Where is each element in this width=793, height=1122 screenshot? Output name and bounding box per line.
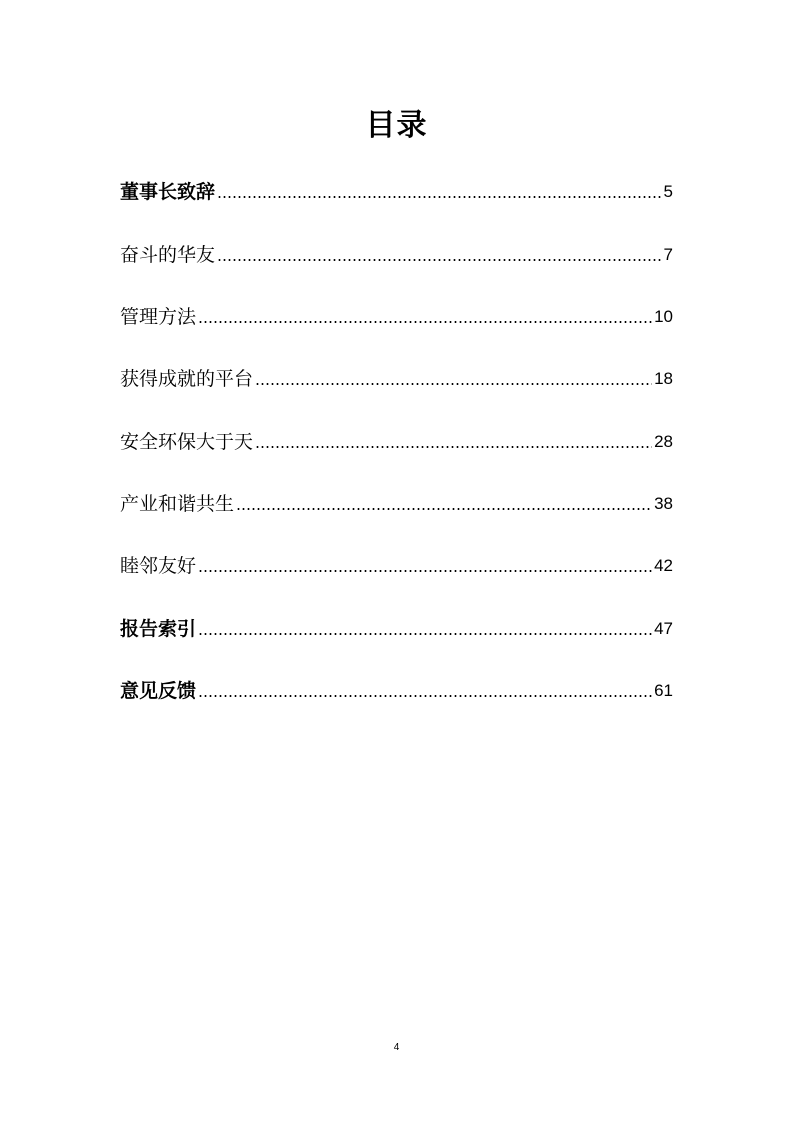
toc-entry[interactable] (120, 487, 673, 517)
toc-dot-leader (236, 507, 652, 511)
toc-entry-page: 7 (663, 245, 673, 264)
toc-entry-label: 奋斗的华友 (120, 244, 216, 266)
toc-entry-label: 安全环保大于天 (120, 431, 254, 453)
toc-dot-leader (198, 569, 652, 573)
toc-entry-page: 18 (654, 369, 673, 388)
toc-entry[interactable] (120, 425, 673, 455)
toc-dot-leader (217, 258, 662, 262)
toc-entry[interactable] (120, 175, 673, 205)
toc-entry[interactable] (120, 674, 673, 704)
toc-entry-page: 10 (654, 307, 673, 326)
toc-dot-leader (217, 195, 662, 199)
page-title: 目录 (365, 108, 428, 143)
toc-entry-page: 42 (654, 556, 673, 575)
toc-entry[interactable] (120, 300, 673, 330)
toc-dot-leader (198, 632, 652, 636)
toc-entry-page: 38 (654, 494, 673, 513)
toc-entry-page: 61 (654, 681, 673, 700)
toc-entry-label: 管理方法 (120, 306, 197, 328)
toc-entry[interactable] (120, 238, 673, 268)
toc-dot-leader (255, 445, 652, 449)
toc-entry-page: 47 (654, 619, 673, 638)
toc-entry-page: 28 (654, 432, 673, 451)
toc-entry-label: 报告索引 (120, 618, 197, 640)
toc-dot-leader (198, 694, 652, 698)
toc-dot-leader (255, 382, 652, 386)
toc-entry-label: 睦邻友好 (120, 555, 197, 577)
toc-entry[interactable] (120, 549, 673, 579)
toc-entry[interactable] (120, 612, 673, 642)
toc-dot-leader (198, 320, 652, 324)
toc-entry-label: 产业和谐共生 (120, 493, 235, 515)
page-number: 4 (393, 1042, 400, 1053)
toc-entry-label: 意见反馈 (120, 680, 197, 702)
toc-entry-label: 获得成就的平台 (120, 368, 254, 390)
toc-entry-page: 5 (663, 182, 673, 201)
toc-entry-label: 董事长致辞 (120, 181, 216, 203)
toc-entry[interactable] (120, 362, 673, 392)
